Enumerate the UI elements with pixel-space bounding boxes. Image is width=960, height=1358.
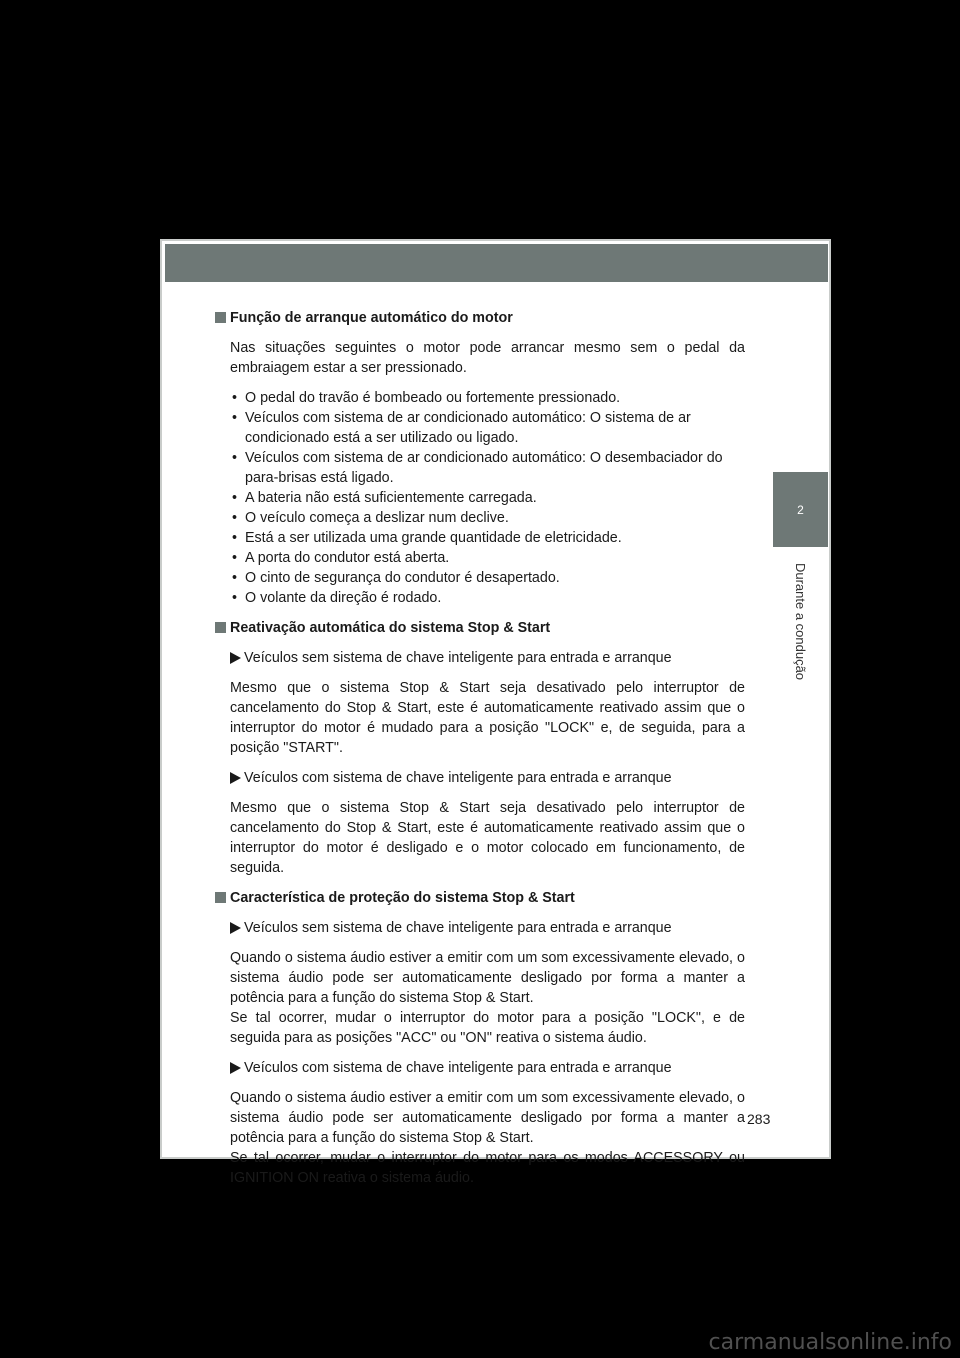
condition-label: Veículos com sistema de chave inteligente para entrada e arranque [230, 1058, 745, 1078]
list-item: • Veículos com sistema de ar condicionado automático: O desembaciador do para-brisas está ligado. [232, 450, 723, 486]
bullet-dot-icon: • [232, 570, 238, 586]
triangle-arrow-icon [230, 652, 241, 664]
section-heading: Reativação automática do sistema Stop & Start [215, 618, 745, 638]
paragraph: Se tal ocorrer, mudar o interruptor do motor para a posição "LOCK", e de seguida para as posições "ACC" ou "ON" reativa o sistema áudio. [230, 1010, 745, 1046]
section-heading: Característica de proteção do sistema Stop & Start [215, 888, 745, 908]
section-intro: Nas situações seguintes o motor pode arrancar mesmo sem o pedal da embraiagem estar a ser pressionado. [230, 340, 745, 376]
bullet-dot-icon: • [232, 450, 238, 466]
bullet-dot-icon: • [232, 550, 238, 566]
list-item: • O volante da direção é rodado. [232, 590, 442, 606]
header-bar [165, 244, 828, 282]
condition-label: Veículos sem sistema de chave inteligente para entrada e arranque [230, 918, 745, 938]
triangle-arrow-icon [230, 772, 241, 784]
list-item: • Veículos com sistema de ar condicionado automático: O sistema de ar condicionado está a ser utilizado ou ligado. [232, 410, 691, 446]
bullet-dot-icon: • [232, 410, 238, 426]
watermark: carmanualsonline.info [708, 1330, 952, 1355]
bullet-dot-icon: • [232, 530, 238, 546]
triangle-arrow-icon [230, 922, 241, 934]
list-item: • A bateria não está suficientemente carregada. [232, 490, 537, 506]
bullet-dot-icon: • [232, 590, 238, 606]
list-item: • A porta do condutor está aberta. [232, 550, 450, 566]
bullet-dot-icon: • [232, 490, 238, 506]
bullet-dot-icon: • [232, 510, 238, 526]
list-item: • Está a ser utilizada uma grande quantidade de eletricidade. [232, 530, 622, 546]
manual-page [160, 239, 831, 1186]
paragraph: Quando o sistema áudio estiver a emitir com um som excessivamente elevado, o sistema áudio pode ser automaticamente desligado por forma a manter a potência para a função do sistema Stop & Start. [230, 1090, 745, 1146]
condition-label: Veículos sem sistema de chave inteligente para entrada e arranque [230, 648, 745, 668]
list-item: • O cinto de segurança do condutor é desapertado. [232, 570, 560, 586]
page-number: 283 [747, 1111, 771, 1127]
bullet-list [230, 388, 745, 608]
paragraph: Quando o sistema áudio estiver a emitir com um som excessivamente elevado, o sistema áudio pode ser automaticamente desligado por forma a manter a potência para a função do sistema Stop & Start. [230, 950, 745, 1006]
section-heading: Função de arranque automático do motor [215, 308, 745, 328]
chapter-number-tab [773, 472, 828, 547]
square-bullet-icon [215, 622, 226, 633]
paragraph: Se tal ocorrer, mudar o interruptor do motor para os modos ACCESSORY ou IGNITION ON reativa o sistema áudio. [230, 1150, 745, 1186]
chapter-label: Durante a condução [793, 562, 808, 680]
triangle-arrow-icon [230, 1062, 241, 1074]
chapter-number: 2 [797, 502, 804, 517]
list-item: • O veículo começa a deslizar num declive. [232, 510, 509, 526]
square-bullet-icon [215, 892, 226, 903]
paragraph: Mesmo que o sistema Stop & Start seja desativado pelo interruptor de cancelamento do Stop & Start, este é automaticamente reativado assim que o interruptor do motor é desligado e o motor colocado em funcionamento, de seguida. [230, 800, 745, 876]
square-bullet-icon [215, 312, 226, 323]
page-content [215, 308, 745, 1198]
condition-label: Veículos com sistema de chave inteligente para entrada e arranque [230, 768, 745, 788]
paragraph: Mesmo que o sistema Stop & Start seja desativado pelo interruptor de cancelamento do Stop & Start, este é automaticamente reativado assim que o interruptor do motor é mudado para a posição "LOCK" e, de seguida, para a posição "START". [230, 680, 745, 756]
bullet-dot-icon: • [232, 390, 238, 406]
chapter-label-tab [773, 551, 828, 691]
list-item: • O pedal do travão é bombeado ou fortemente pressionado. [232, 390, 621, 406]
